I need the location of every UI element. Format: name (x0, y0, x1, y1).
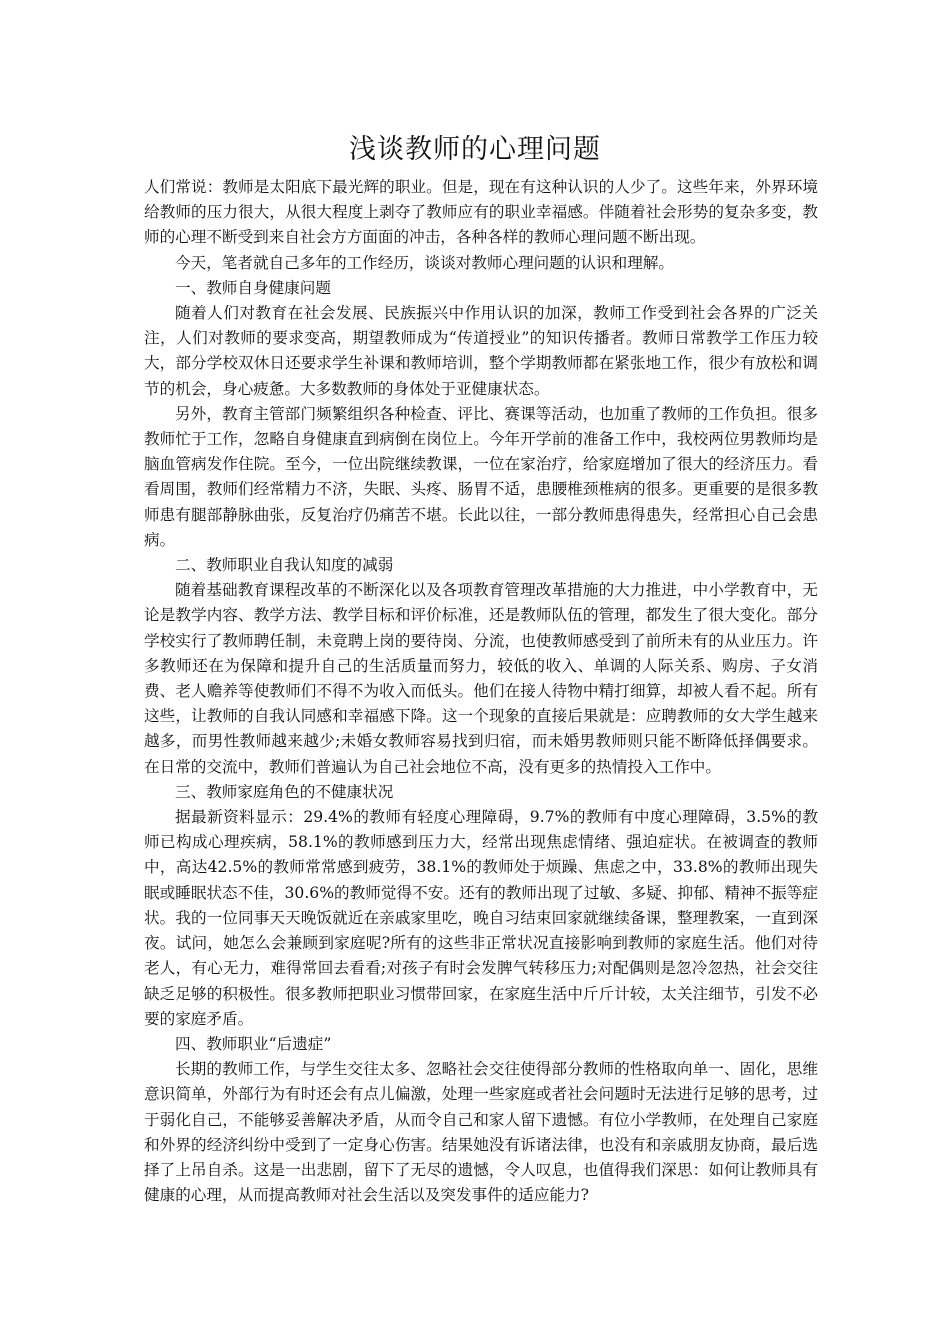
section-heading-2: 二、教师职业自我认知度的减弱 (175, 556, 394, 575)
paragraph: 随着基础教育课程改革的不断深化以及各项教育管理改革措施的大力推进，中小学教育中，无论是教学内容、教学方法、教学目标和评价标准，还是教师队伍的管理，都发生了很大变化。部分学校实行了教师聘任制，未竟聘上岗的要待岗、分流，也使教师感受到了前所未有的从业压力。许多教师还在为保障和提升自己的生活质量而努力，较低的收入、单调的人际关系、购房、子女消费、老人赡养等使教师们不得不为收入而低头。他们在接人待物中精打细算，却被人看不起。所有这些，让教师的自我认同感和幸福感下降。这一个现象的直接后果就是：应聘教师的女大学生越来越多，而男性教师越来越少;未婚女教师容易找到归宿，而未婚男教师则只能不断降低择偶要求。在日常的交流中，教师们普遍认为自己社会地位不高，没有更多的热情投入工作中。 (144, 581, 818, 776)
paragraph: 长期的教师工作，与学生交往太多、忽略社会交往使得部分教师的性格取向单一、固化，思维意识简单，外部行为有时还会有点儿偏激，处理一些家庭或者社会问题时无法进行足够的思考，过于弱化自己，不能够妥善解决矛盾，从而令自己和家人留下遗憾。有位小学教师，在处理自己家庭和外界的经济纠纷中受到了一定身心伤害。结果她没有诉诸法律，也没有和亲戚朋友协商，最后选择了上吊自杀。这是一出悲剧，留下了无尽的遗憾，令人叹息，也值得我们深思：如何让教师具有健康的心理，从而提高教师对社会生活以及突发事件的适应能力? (144, 1060, 818, 1205)
section-heading-3: 三、教师家庭角色的不健康状况 (175, 782, 394, 801)
document-body (144, 175, 818, 1208)
paragraph: 据最新资料显示：29.4%的教师有轻度心理障碍，9.7%的教师有中度心理障碍，3.5%的教师已构成心理疾病，58.1%的教师感到压力大，经常出现焦虑情绪、强迫症状。在被调查的教师中，高达42.5%的教师常常感到疲劳，38.1%的教师处于烦躁、焦虑之中，33.8%的教师出现失眠或睡眠状态不佳，30.6%的教师觉得不安。还有的教师出现了过敏、多疑、抑郁、精神不振等症状。我的一位同事天天晚饭就近在亲戚家里吃，晚自习结束回家就继续备课，整理教案，一直到深夜。试问，她怎么会兼顾到家庭呢?所有的这些非正常状况直接影响到教师的家庭生活。他们对待老人，有心无力，难得常回去看看;对孩子有时会发脾气转移压力;对配偶则是忽冷忽热，社会交往缺乏足够的积极性。很多教师把职业习惯带回家，在家庭生活中斤斤计较，太关注细节，引发不必要的家庭矛盾。 (144, 808, 818, 1028)
paragraph: 另外，教育主管部门频繁组织各种检查、评比、赛课等活动，也加重了教师的工作负担。很多教师忙于工作，忽略自身健康直到病倒在岗位上。今年开学前的准备工作中，我校两位男教师均是脑血管病发作住院。至今，一位出院继续教课，一位在家治疗，给家庭增加了很大的经济压力。看看周围，教师们经常精力不济，失眠、头疼、肠胃不适，患腰椎颈椎病的很多。更重要的是很多教师患有腿部静脉曲张，反复治疗仍痛苦不堪。长此以往，一部分教师患得患失，经常担心自己会患病。 (144, 404, 818, 549)
document-title: 浅谈教师的心理问题 (349, 134, 601, 165)
paragraph-intro: 人们常说：教师是太阳底下最光辉的职业。但是，现在有这种认识的人少了。这些年来，外界环境给教师的压力很大，从很大程度上剥夺了教师应有的职业幸福感。伴随着社会形势的复杂多变，教师的心理不断受到来自社会方方面面的冲击，各种各样的教师心理问题不断出现。 (144, 178, 818, 247)
paragraph-purpose: 今天，笔者就自己多年的工作经历，谈谈对教师心理问题的认识和理解。 (175, 253, 675, 272)
section-heading-4: 四、教师职业“后遗症” (175, 1034, 332, 1053)
paragraph: 随着人们对教育在社会发展、民族振兴中作用认识的加深，教师工作受到社会各界的广泛关注，人们对教师的要求变高，期望教师成为“传道授业”的知识传播者。教师日常教学工作压力较大，部分学校双休日还要求学生补课和教师培训，整个学期教师都在紧张地工作，很少有放松和调节的机会，身心疲惫。大多数教师的身体处于亚健康状态。 (144, 304, 818, 398)
section-heading-1: 一、教师自身健康问题 (175, 278, 331, 297)
